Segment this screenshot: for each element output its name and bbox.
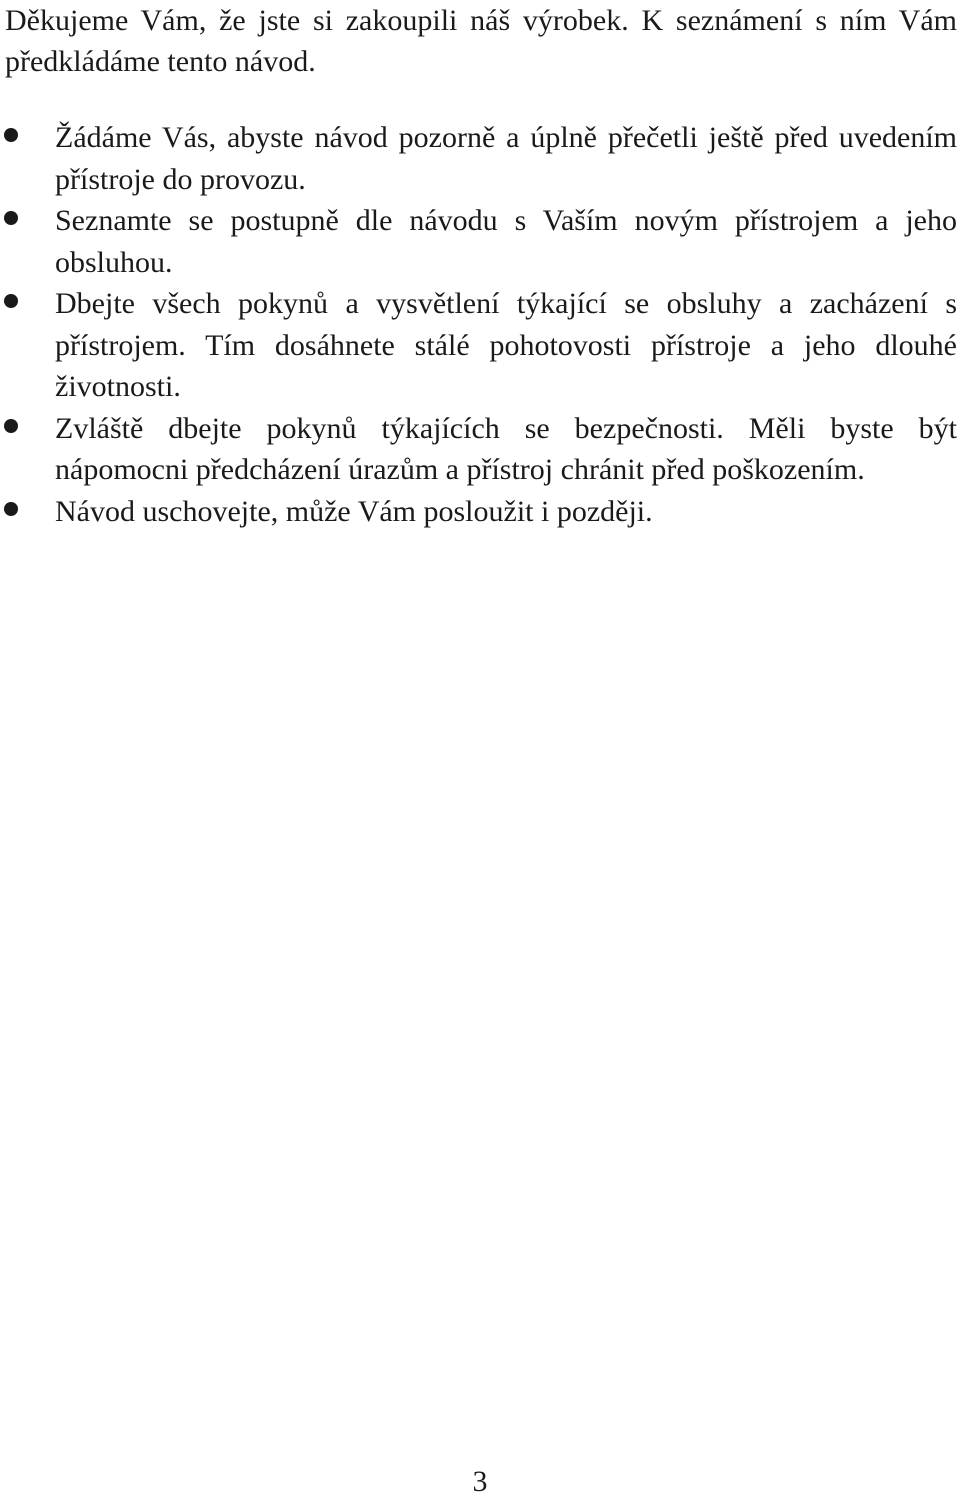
bullet-icon [4,502,18,516]
page-number: 3 [472,1465,488,1498]
list-item [0,408,960,491]
list-item-text: Žádáme Vás, abyste návod pozorně a úplně přečetli ještě před uvedením přístroje do provozu. [55,121,957,196]
bullet-icon [4,294,18,308]
list-item [0,117,960,200]
list-item-text: Seznamte se postupně dle návodu s Vaším novým přístrojem a jeho obsluhou. [55,204,957,279]
bullet-icon [4,128,18,142]
list-item-text: Zvláště dbejte pokynů týkajících se bezpečnosti. Měli byste být nápomocni předcházení úrazům a přístroj chránit před poškozením. [55,411,957,486]
bullet-icon [4,211,18,225]
list-item [0,200,960,283]
intro-paragraph: Děkujeme Vám, že jste si zakoupili náš výrobek. K seznámení s ním Vám předkládáme tento návod. [5,4,957,78]
instruction-list [0,117,960,532]
list-item-text: Návod uschovejte, může Vám posloužit i později. [55,494,653,528]
bullet-icon [4,419,18,433]
list-item [0,491,960,533]
list-item-text: Dbejte všech pokynů a vysvětlení týkající se obsluhy a zacházení s přístrojem. Tím dosáhnete stálé pohotovosti přístroje a jeho dlouhé životnosti. [55,287,957,403]
list-item [0,283,960,408]
